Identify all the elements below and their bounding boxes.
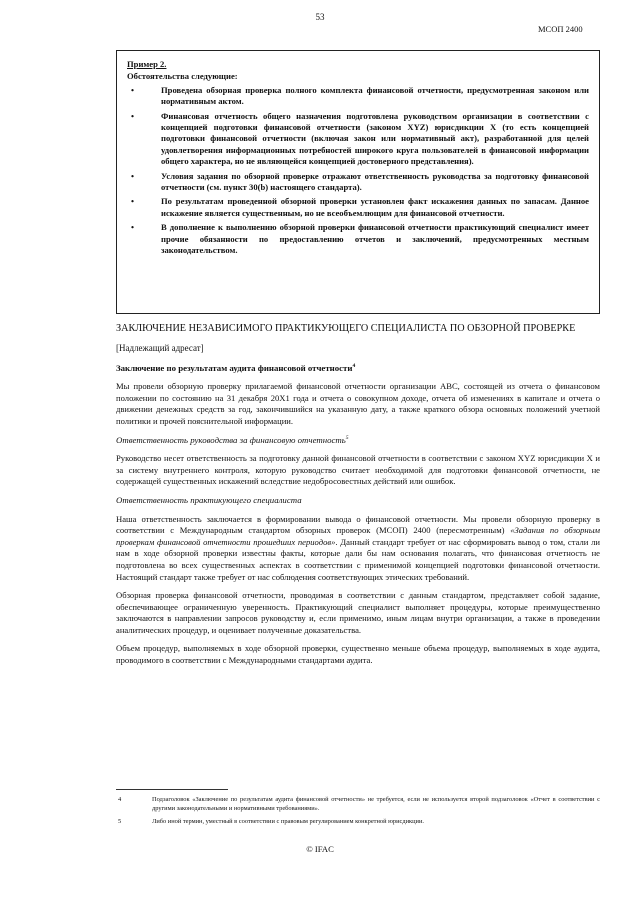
footnote-text: Либо иной термин, уместный в соответствии с правовым регулированием конкретной юрисдикции. [152,818,424,825]
paragraph-review-nature: Обзорная проверка финансовой отчетности, проводимая в соответствии с данным стандартом, представляет собой задание, обеспечивающее ограниченную уверенность. Практикующий специалист выполняет процедуры, которые преимущественно заключаются в направлении запросов руководству и, если применимо, иным лицам внутри организации, а также в проведении аналитических процедур, и оценивает полученные доказательства. [116,590,600,635]
report-title: ЗАКЛЮЧЕНИЕ НЕЗАВИСИМОГО ПРАКТИКУЮЩЕГО СПЕЦИАЛИСТА ПО ОБЗОРНОЙ ПРОВЕРКЕ [116,323,576,334]
bullet-icon: • [131,222,135,233]
list-item [127,85,589,108]
bullet-icon: • [131,84,135,95]
example-box [116,50,600,314]
footnote-ref-4[interactable]: 4 [352,362,356,369]
section-heading-text: Заключение по результатам аудита финансовой отчетности [116,362,353,373]
list-item-text: Условия задания по обзорной проверке отражают ответственность руководства за подготовку финансовой отчетности (см. пункт 30(b) настоящего стандарта). [161,170,589,193]
list-item [127,111,589,168]
paragraph-review-scope: Объем процедур, выполняемых в ходе обзорной проверки, существенно меньше объема процедур, выполняемых в ходе аудита, проводимого в соответствии с Международными стандартами аудита. [116,643,600,666]
list-item-text: Проведена обзорная проверка полного комплекта финансовой отчетности, предусмотренная законом или нормативным актом. [161,84,589,107]
example-subtitle: Обстоятельства следующие: [127,71,238,82]
section-heading-opinion [116,363,600,375]
footnote-ref-5[interactable]: 5 [345,434,349,441]
addressee: [Надлежащий адресат] [116,343,204,353]
section-heading-text: Ответственность руководства за финансовую отчетность [116,434,346,445]
list-item-text: В дополнение к выполнению обзорной проверки финансовой отчетности практикующий специалист имеет прочие обязанности по предоставлению отчетов и заключений, предусмотренных местным законодательством. [161,222,589,256]
bullet-icon: • [131,196,135,207]
footnote-divider [116,789,228,790]
list-item [127,196,589,219]
footer-copyright: © IFAC [306,844,334,854]
example-title: Пример 2. [127,59,167,69]
bullet-icon: • [131,110,135,121]
report-body [116,322,600,674]
circumstances-list [127,85,589,257]
footnotes [116,795,600,830]
paragraph-scope: Мы провели обзорную проверку прилагаемой финансовой отчетности организации АВС, состоящей из отчета о финансовом положении по состоянию на 31 декабря 20X1 года и отчета о совокупном доходе, отчета об изменениях в капитале и отчета о движении денежных средств за год, закончившийся на указанную дату, а также краткого обзора основных положений учетной политики и прочей пояснительной информации. [116,381,600,426]
footnote-number: 5 [118,818,122,825]
document-code: МСОП 2400 [538,24,583,34]
section-heading-practitioner: Ответственность практикующего специалиста [116,494,302,505]
paragraph-practitioner-responsibility [116,514,600,584]
list-item [127,171,589,194]
list-item-text: По результатам проведенной обзорной проверки установлен факт искажения данных по запасам. Данное искажение является существенным, но не всеобъемлющим для финансовой отчетности. [161,196,589,218]
list-item-text: Финансовая отчетность общего назначения подготовлена руководством организации в соответствии с концепцией подготовки финансовой отчетности (законом XYZ) юрисдикции X (то есть концепцией подготовки финансовой отчетности (включая закон или нормативный акт), разработанной для целей удовлетворения информационных потребностей широкого круга пользователей в финансовой информации общего характера, но не являющейся концепцией достоверного представления). [161,110,589,167]
paragraph-management-responsibility: Руководство несет ответственность за подготовку данной финансовой отчетности в соответствии с законом XYZ юрисдикции X и за систему внутреннего контроля, которую руководство считает необходимой для подготовки финансовой отчетности, не содержащей существенных искажений вследствие недобросовестных действий или ошибок. [116,453,600,487]
list-item [127,222,589,256]
footnote [116,817,600,826]
paragraph-text: . Данный стандарт требует от нас сформировать вывод о том, стали ли нам в ходе обзорной проверки известны факты, которые дали бы нам основания полагать, что финансовая отчетность не подготовлена во всех существенных аспектах в соответствии с применимой концепцией подготовки финансовой отчетности. Настоящий стандарт также требует от нас соблюдения соответствующих этических требований. [116,536,600,582]
paragraph-text: Наша ответственность заключается в формировании вывода о финансовой отчетности. Мы провели обзорную проверку в соответствии с Международным стандартом обзорных проверок (МСОП) 2400 (пересмотренным) [116,513,600,536]
footnote-text: Подзаголовок «Заключение по результатам аудита финансовой отчетности» не требуется, если не используется второй подзаголовок «Отчет в соответствии с другими законодательными и нормативными требованиями». [152,796,600,812]
standard-title: «Задания по обзорным проверкам финансовой отчетности прошедших периодов» [116,525,601,547]
bullet-icon: • [131,170,135,181]
footnote-number: 4 [118,796,122,803]
page-number: 53 [315,12,325,22]
footnote [116,795,600,813]
section-heading-management [116,435,600,447]
